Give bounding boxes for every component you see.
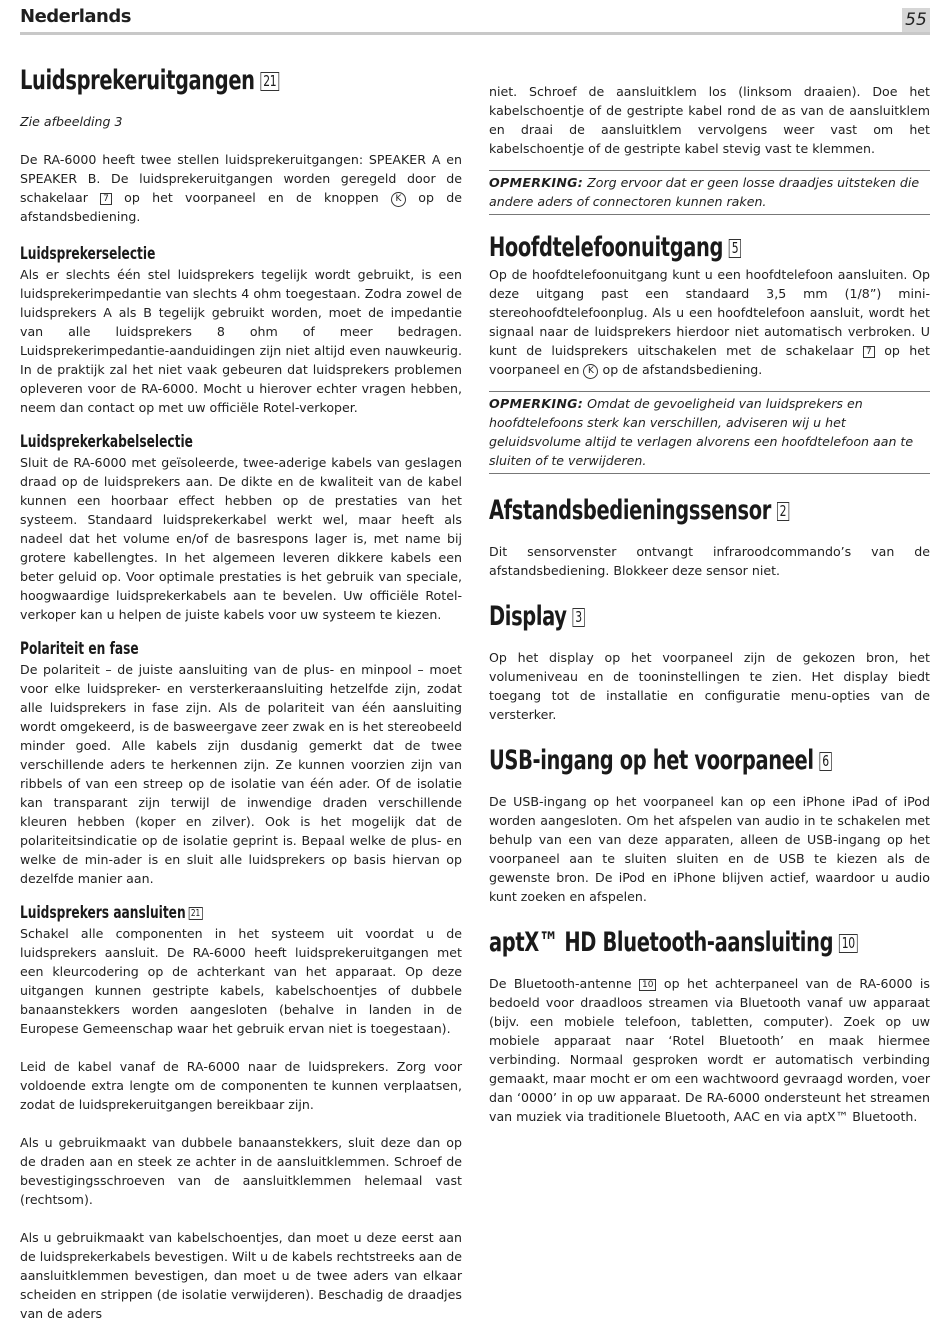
ref-box: 5 [729, 239, 741, 258]
ref-box: 6 [819, 752, 831, 771]
intro-text-c: op de afstandsbediening. [20, 190, 462, 224]
section-title-text: Luidsprekeruitgangen [20, 65, 255, 96]
ref-box: 2 [777, 502, 789, 521]
intro-text-b: op het voorpaneel en de knoppen [124, 190, 379, 205]
section-title-text: USB-ingang op het voorpaneel [489, 745, 814, 776]
ref-box: 3 [572, 608, 584, 627]
headphone-text-a: Op de hoofdtelefoonuitgang kunt u een hoofdtelefoon aansluiten. Op deze uitgang past een standaard 3,5 mm (1/8”) mini-stereohoofdtelefoonplug. Als u een hoofdtelefoon aansluit, wordt het signaal naar de luidsprekers hierdoor niet automatisch verbroken. U kunt de luidsprekers uitschakelen met de schakelaar [489, 267, 930, 358]
connecting-paragraph-2: Leid de kabel vanaf de RA-6000 naar de luidsprekers. Zorg voor voldoende extra lengte om de componenten te kunnen verplaatsen, zodat de luidsprekeruitgangen bereikbaar zijn. [20, 1059, 462, 1112]
note-box-loose-wires [489, 170, 930, 215]
header-rule [20, 32, 930, 35]
left-column [20, 64, 462, 1323]
subheading-text: Luidsprekers aansluiten [20, 903, 186, 922]
ref-box: 10 [839, 934, 858, 953]
connecting-paragraph-3: Als u gebruikmaakt van dubbele banaanstekkers, sluit deze dan op de draden aan en steek ze achter in de aansluitklemmen. Schroef de bevestigingsschroeven van de aansluitklemmen helemaal vast (rechtsom). [20, 1135, 462, 1207]
ref-box: 21 [189, 907, 203, 920]
language-label: Nederlands [20, 6, 131, 27]
bluetooth-paragraph [489, 974, 930, 1126]
headphone-paragraph [489, 265, 930, 379]
note-text: Zorg ervoor dat er geen losse draadjes uitsteken die andere aders of connectoren kunnen raken. [489, 175, 920, 209]
inline-ref-box: 10 [639, 979, 656, 991]
section-title-text: Hoofdtelefoonuitgang [489, 232, 724, 263]
connecting-paragraph-4: Als u gebruikmaakt van kabelschoentjes, dan moet u deze eerst aan de luidsprekerkabels bevestigen. Wilt u de kabels rechtstreeks aan de aansluitklemmen bevestigen, dan moet u de twee aders van elkaar scheiden en strippen (de isolatie verwijderen). Beschadig de draadjes van de aders [20, 1230, 462, 1321]
display-text: Op het display op het voorpaneel zijn de gekozen bron, het volumeniveau en de tooninstellingen te zien. Het display biedt toegang tot de installatie en configuratie menu-opties van de versterker. [489, 650, 930, 722]
section-title-speaker-outputs [20, 64, 338, 98]
bluetooth-text-a: De Bluetooth-antenne [489, 976, 632, 991]
continued-text: niet. Schroef de aansluitklem los (linksom draaien). Doe het kabelschoentje of de gestripte kabel rond de as van de aansluitklem en draai de aansluitklem vervolgens weer vast om het kabelschoentje of de gestripte kabel stevig vast te klemmen. [489, 84, 930, 156]
intro-paragraph [20, 150, 462, 226]
inline-ref-box: 7 [863, 346, 875, 358]
inline-ref-circle: K [583, 364, 598, 379]
section-title-bluetooth [489, 926, 855, 960]
right-column [489, 82, 930, 1126]
section-title-text: Afstandsbedieningssensor [489, 495, 771, 526]
headphone-text-c: op de afstandsbediening. [602, 362, 763, 377]
bluetooth-text-b: op het achterpaneel van de RA-6000 is bedoeld voor draadloos streamen via Bluetooth vanaf uw apparaat (bijv. een mobiele telefoon, tabletten, computer). Zoek op uw mobiele apparaat naar ‘Rotel Bluetooth’ en maak hiermee verbinding. Normaal gesproken wordt er automatisch verbinding gemaakt, maar mocht er om een wachtwoord gevraagd worden, voer dan ‘0000’ in op uw apparaat. De RA-6000 ondersteunt het streamen van muziek via traditionele Bluetooth, AAC en via aptX™ Bluetooth. [489, 976, 930, 1124]
subheading-speaker-selection: Luidsprekerselectie [20, 244, 156, 263]
subheading-connecting-speakers [20, 902, 347, 924]
figure-reference: Zie afbeelding 3 [20, 114, 123, 129]
subheading-polarity: Polariteit en fase [20, 639, 139, 658]
speaker-selection-text: Als er slechts één stel luidsprekers tegelijk wordt gebruikt, is een luidsprekerimpedantie van slechts 4 ohm toegestaan. Zodra zowel de luidsprekers A als B tegelijk gebruikt worden, moet de impedantie van alle luidsprekers 8 ohm of meer bedragen. Luidsprekerimpedantie-aanduidingen zijn niet altijd even nauwkeurig. In de praktijk zal het niet vaak gebeuren dat luidsprekers problemen opleveren voor de RA-6000. Mocht u hierover echter vragen hebben, neem dan contact op met uw officiële Rotel-verkoper. [20, 267, 462, 415]
section-title-text: aptX™ HD Bluetooth-aansluiting [489, 927, 834, 958]
inline-ref-circle: K [391, 192, 406, 207]
note-label: OPMERKING: [489, 175, 584, 190]
note-label: OPMERKING: [489, 396, 584, 411]
section-title-remote-sensor [489, 494, 807, 528]
polarity-text: De polariteit – de juiste aansluiting van de plus- en minpool – moet voor elke luidspreker- en versterkeraansluiting hetzelfde zijn, zodat alle luidsprekers in fase zijn. Als de polariteit van één aansluiting wordt omgekeerd, is de basweergave zeer zwak en is het stereobeeld minder goed. Alle kabels zijn dusdanig gemerkt dat de twee verschillende aders te herkennen zijn. Ze kunnen voorzien zijn van ribbels of van een streep op de isolatie van één ader. Of de isolatie kan transparant zijn terwijl de inwendige draden verschillende kleuren hebben (koper en zilver). Ook is het mogelijk dat de polariteitsindicatie op de isolatie geprint is. Bepaal welke de plus- en welke de min-ader is en sluit alle luidsprekers op basis hiervan op dezelfde manier aan. [20, 662, 462, 886]
section-title-text: Display [489, 601, 567, 632]
cable-selection-text: Sluit de RA-6000 met geïsoleerde, twee-aderige kabels van geslagen draad op de luidsprekers aan. De dikte en de kwaliteit van de kabel kunnen een hoorbaar effect hebben op de prestaties van het systeem. Standaard luidsprekerkabel werkt wel, maar heeft als nadeel dat het volume en/of de basrespons lager is, met name bij grotere kabellengtes. In het algemeen leveren dikkere kabels een beter geluid op. Voor optimale prestaties is het gebruik van speciale, hoogwaardige luidsprekerkabels aan te bevelen. Uw officiële Rotel-verkoper kan u helpen de juiste kabels voor uw systeem te kiezen. [20, 455, 462, 622]
usb-text: De USB-ingang op het voorpaneel kan op een iPhone iPad of iPod worden aangesloten. Om het afspelen van audio in te schakelen met behulp van een van deze apparaten, alleen de USB-ingang op het voorpaneel aan te sluiten sluiten en de USB te kiezen als de gewenste bron. De iPod en iPhone blijven actief, waardoor u audio kunt zoeken en afspelen. [489, 794, 930, 904]
section-title-headphone [489, 231, 807, 265]
subheading-cable-selection: Luidsprekerkabelselectie [20, 432, 193, 451]
note-box-volume [489, 391, 930, 474]
headphone-text-b: op het voorpaneel en [489, 343, 930, 377]
inline-ref-box: 7 [100, 193, 112, 205]
ref-box: 21 [260, 72, 279, 91]
remote-sensor-text: Dit sensorvenster ontvangt infraroodcommando’s van de afstandsbediening. Blokkeer deze sensor niet. [489, 544, 930, 578]
page-header [20, 4, 930, 34]
connecting-paragraph-1: Schakel alle componenten in het systeem uit voordat u de luidsprekers aansluit. De RA-6000 heeft luidsprekeruitgangen met een kleurcodering op de achterkant van het apparaat. Op deze uitgangen kunnen gestripte kabels, kabelschoentjes of dubbele banaanstekkers worden aangesloten (behalve in landen in de Europese Gemeenschap waar het gebruik ervan niet is toegestaan). [20, 926, 462, 1036]
intro-text-a: De RA-6000 heeft twee stellen luidsprekeruitgangen: SPEAKER A en SPEAKER B. De luidsprekeruitgangen worden geregeld door de schakelaar [20, 152, 462, 205]
section-title-usb [489, 744, 829, 778]
section-title-display [489, 600, 807, 634]
page-number: 55 [902, 8, 930, 32]
note-text: Omdat de gevoeligheid van luidsprekers en hoofdtelefoons sterk kan verschillen, adviseren wij u het geluidsvolume altijd te verlagen alvorens een hoofdtelefoon aan te sluiten of te verwijderen. [489, 396, 914, 468]
